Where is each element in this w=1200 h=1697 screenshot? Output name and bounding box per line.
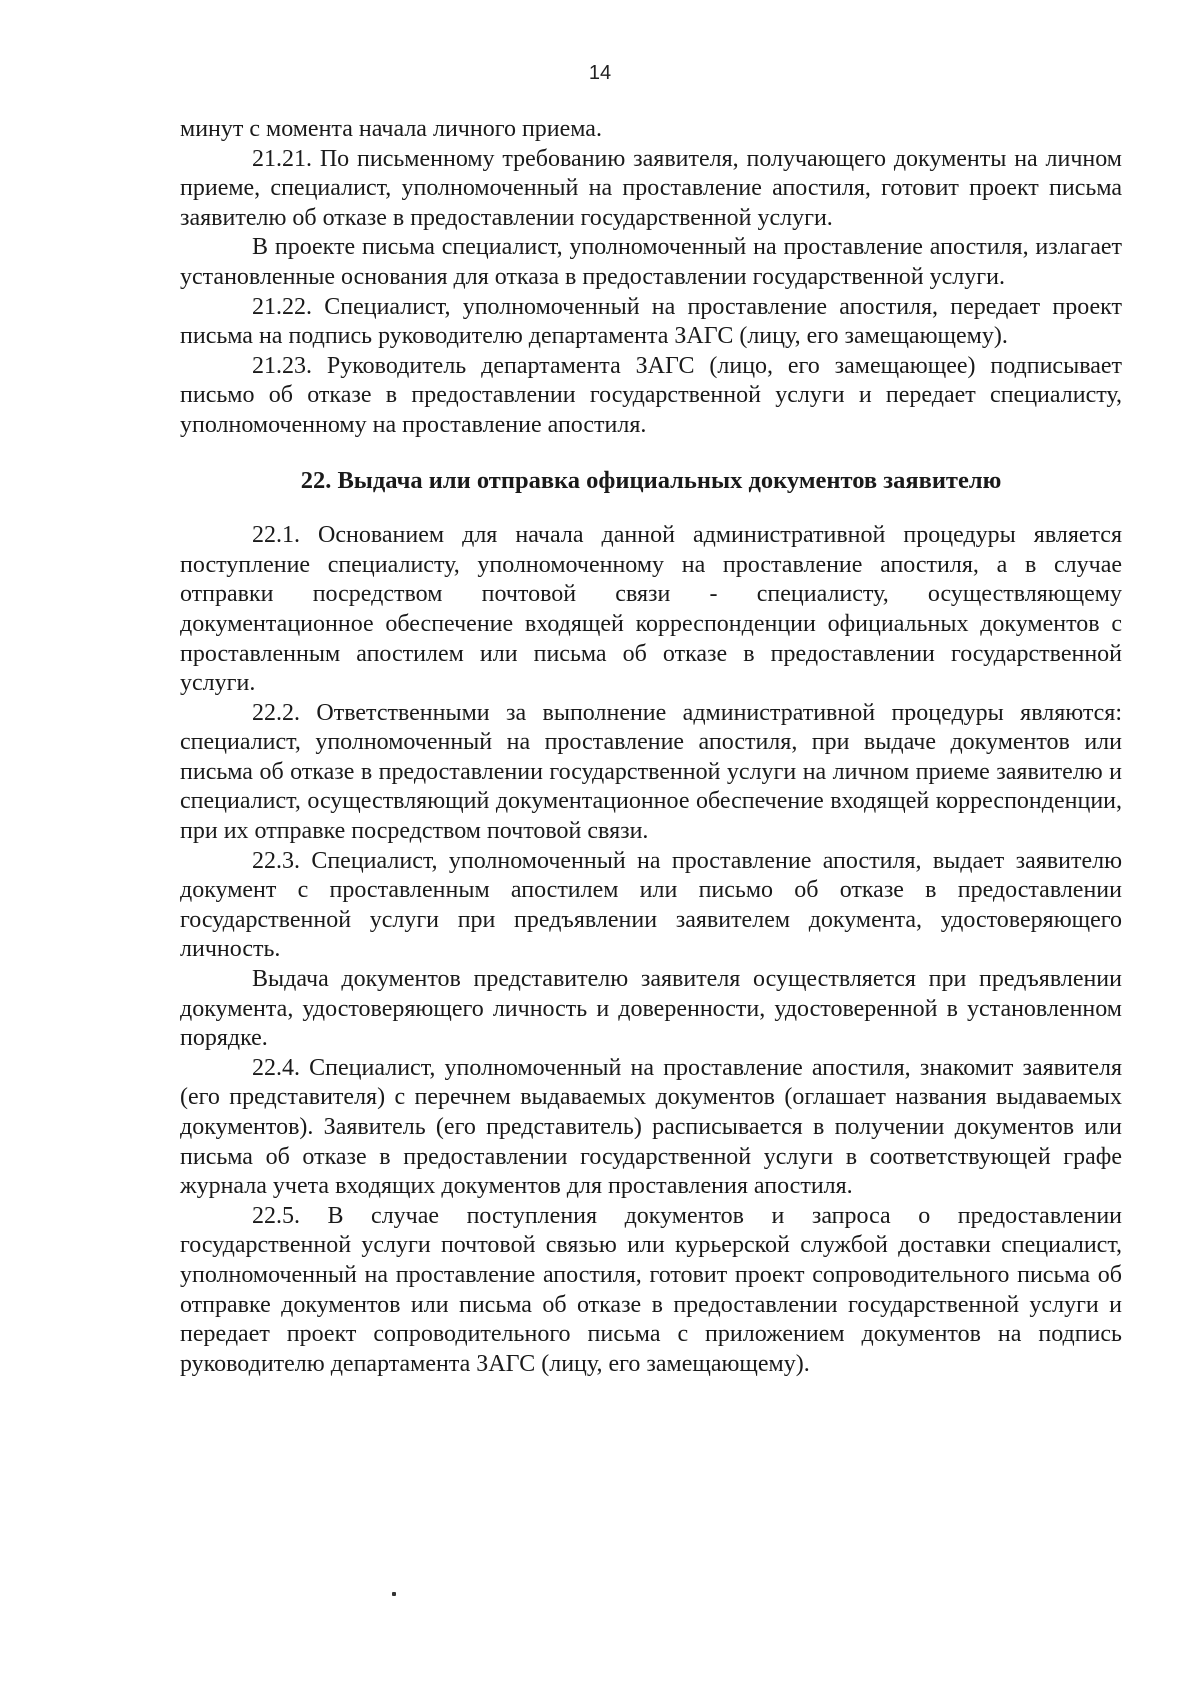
page-number: 14 [588,62,612,84]
paragraph-21-23: 21.23. Руководитель департамента ЗАГС (лицо, его замещающее) подписывает письмо об отказе в предоставлении государственной услуги и передает специалисту, уполномоченному на проставление апостиля. [180,352,1122,438]
scan-artifact-mark [392,1592,396,1596]
paragraph-22-2: 22.2. Ответственными за выполнение административной процедуры являются: специалист, уполномоченный на проставление апостиля, при выдаче документов или письма об отказе в предоставлении государственной услуги на личном приеме заявителю и специалист, осуществляющий документационное обеспечение входящей корреспонденции, при их отправке посредством почтовой связи. [180,699,1122,845]
paragraph-21-22: 21.22. Специалист, уполномоченный на проставление апостиля, передает проект письма на подпись руководителю департамента ЗАГС (лицу, его замещающему). [180,293,1122,350]
paragraph-continuation: минут с момента начала личного приема. [180,116,602,142]
section-title-22: 22. Выдача или отправка официальных документов заявителю [300,466,1002,494]
paragraph-21-21: 21.21. По письменному требованию заявителя, получающего документы на личном приеме, специалист, уполномоченный на проставление апостиля, готовит проект письма заявителю об отказе в предоставлении государственной услуги. [180,145,1122,231]
paragraph-22-1: 22.1. Основанием для начала данной административной процедуры является поступление специалисту, уполномоченному на проставление апостиля, а в случае отправки посредством почтовой связи - специалисту, осуществляющему документационное обеспечение входящей корреспонденции официальных документов с проставленным апостилем или письма об отказе в предоставлении государственной услуги. [180,522,1122,697]
document-body [180,115,1122,1379]
paragraph-22-3: 22.3. Специалист, уполномоченный на проставление апостиля, выдает заявителю документ с проставленным апостилем или письмо об отказе в предоставлении государственной услуги при предъявлении заявителем документа, удостоверяющего личность. [180,847,1122,963]
paragraph-22-3-detail: Выдача документов представителю заявителя осуществляется при предъявлении документа, удостоверяющего личность и доверенности, удостоверенной в установленном порядке. [180,966,1122,1052]
paragraph-22-5: 22.5. В случае поступления документов и запроса о предоставлении государственной услуги почтовой связью или курьерской службой доставки специалист, уполномоченный на проставление апостиля, готовит проект сопроводительного письма об отправке документов или письма об отказе в предоставлении государственной услуги и передает проект сопроводительного письма с приложением документов на подпись руководителю департамента ЗАГС (лицу, его замещающему). [180,1202,1122,1377]
paragraph-22-4: 22.4. Специалист, уполномоченный на проставление апостиля, знакомит заявителя (его представителя) с перечнем выдаваемых документов (оглашает названия выдаваемых документов). Заявитель (его представитель) расписывается в получении документов или письма об отказе в предоставлении государственной услуги в соответствующей графе журнала учета входящих документов для проставления апостиля. [180,1054,1122,1200]
paragraph-21-21-detail: В проекте письма специалист, уполномоченный на проставление апостиля, излагает установленные основания для отказа в предоставлении государственной услуги. [180,234,1122,290]
